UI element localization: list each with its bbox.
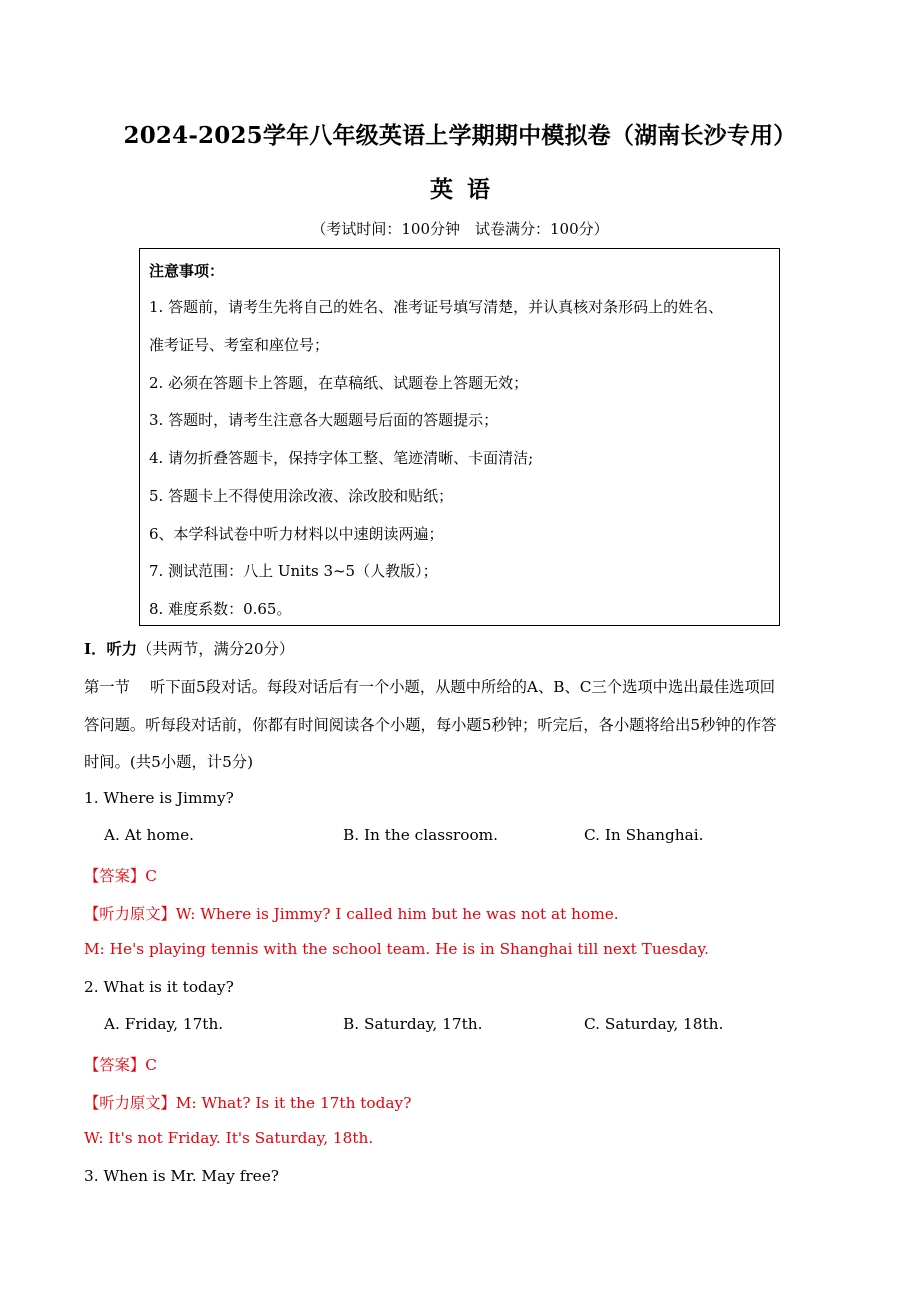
section-heading [84,637,294,659]
subject-title: 英语 [430,176,504,203]
question-stem: 1. Where is Jimmy? [84,789,234,807]
notice-item: 1. 答题前，请考生先将自己的姓名、准考证号填写清楚，并认真核对条形码上的姓名、 [149,298,724,316]
answer-value: C [145,1056,157,1074]
transcript-line [84,1091,411,1113]
answer-line [84,1053,157,1075]
notice-item: 8. 难度系数：0.65。 [149,600,292,618]
option-a: A. Friday, 17th. [104,1015,224,1033]
option-c: C. In Shanghai. [584,826,704,844]
part1-instructions: 时间。(共5小题，计5分) [84,753,254,771]
notice-box [139,248,780,626]
transcript-label: 【听力原文】 [84,1094,176,1112]
section-heading-label: I．听力 [84,640,138,658]
answer-label: 【答案】 [84,867,146,885]
part1-instructions: 第一节 听下面5段对话。每段对话后有一个小题，从题中所给的A、B、C三个选项中选出最佳选项回 [84,678,776,696]
notice-item: 5. 答题卡上不得使用涂改液、涂改胶和贴纸； [149,487,454,505]
notice-title: 注意事项： [149,262,225,280]
transcript-line: W: It's not Friday. It's Saturday, 18th. [84,1129,374,1147]
option-a: A. At home. [104,826,195,844]
answer-label: 【答案】 [84,1056,146,1074]
part1-instructions: 答问题。听每段对话前，你都有时间阅读各个小题，每小题5秒钟；听完后，各小题将给出5秒钟的作答 [84,716,777,734]
transcript-line [84,902,619,924]
notice-item: 3. 答题时，请考生注意各大题题号后面的答题提示； [149,411,499,429]
notice-item: 7. 测试范围：八上 Units 3~5（人教版）； [149,562,438,580]
notice-item: 6、本学科试卷中听力材料以中速朗读两遍； [149,525,444,543]
question-stem: 3. When is Mr. May free? [84,1167,279,1185]
notice-item: 准考证号、考室和座位号； [149,336,330,354]
transcript-line: M: He's playing tennis with the school team. He is in Shanghai till next Tuesday. [84,940,709,958]
transcript-text: W: Where is Jimmy? I called him but he was not at home. [175,905,619,923]
notice-item: 2. 必须在答题卡上答题，在草稿纸、试题卷上答题无效； [149,374,529,392]
exam-title: 2024-2025学年八年级英语上学期期中模拟卷（湖南长沙专用） [123,122,797,149]
option-b: B. Saturday, 17th. [343,1015,483,1033]
answer-value: C [145,867,157,885]
question-stem: 2. What is it today? [84,978,234,996]
notice-item: 4. 请勿折叠答题卡，保持字体工整、笔迹清晰、卡面清洁; [149,449,534,467]
option-b: B. In the classroom. [343,826,499,844]
section-heading-note: （共两节，满分20分） [137,640,295,658]
transcript-text: M: What? Is it the 17th today? [175,1094,412,1112]
answer-line [84,864,157,886]
exam-info: （考试时间：100分钟 试卷满分：100分） [311,220,609,238]
transcript-label: 【听力原文】 [84,905,176,923]
option-c: C. Saturday, 18th. [584,1015,724,1033]
